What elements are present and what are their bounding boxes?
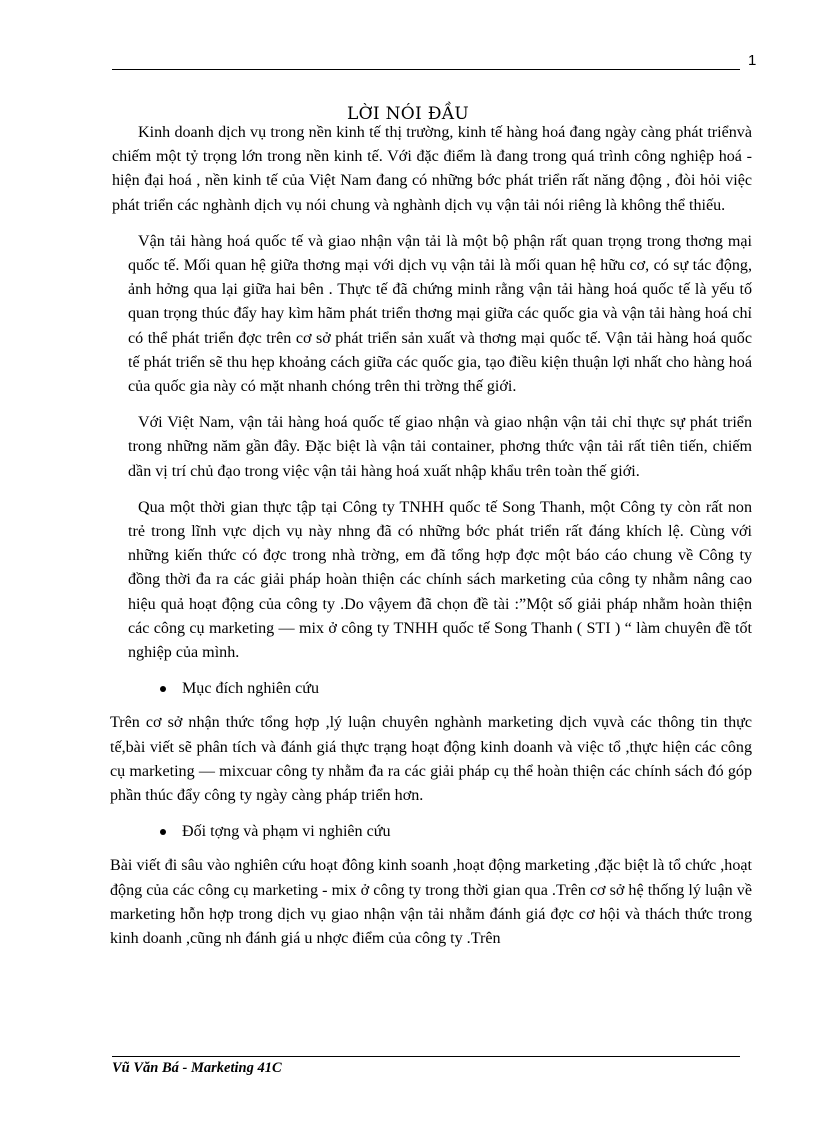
document-body [112,121,752,963]
bullet-icon [160,686,166,692]
paragraph-internship: Qua một thời gian thực tập tại Công ty TNHH quốc tế Song Thanh, một Công ty còn rất non trẻ trong lĩnh vực dịch vụ này nhng đã có những bớc phát triển rất đáng khích lệ. Cùng với những kiến thức có đợc trong nhà trờng, em đã tổng hợp đợc một báo cáo chung về Công ty đồng thời đa ra các giải pháp hoàn thiện các chính sách marketing của công ty nhằm nâng cao hiệu quả hoạt động của công ty .Do vậyem đã chọn đề tài :”Một số giải pháp nhằm hoàn thiện các công cụ marketing — mix ở công ty TNHH quốc tế Song Thanh ( STI ) “ làm chuyên đề tốt nghiệp của mình. [128,498,752,662]
paragraph-transport: Vận tải hàng hoá quốc tế và giao nhận vận tải là một bộ phận rất quan trọng trong thơng mại quốc tế. Mối quan hệ giữa thơng mại với dịch vụ vận tải là mối quan hệ hữu cơ, có sự tác động, ảnh hởng qua lại giữa hai bên . Thực tế đã chứng minh rằng vận tải hàng hoá quốc tế là yếu tố quan trọng thúc đẩy hay kìm hãm phát triển thơng mại giữa các quốc gia và vận tải hàng hoá chỉ có thể phát triển đợc trên cơ sở phát triển sản xuất và thơng mại quốc tế. Vận tải hàng hoá quốc tế phát triển sẽ thu hẹp khoảng cách giữa các quốc gia, tạo điều kiện thuận lợi nhất cho hàng hoá của quốc gia này có mặt nhanh chóng trên thi trờng thế giới. [128,232,752,396]
footer-rule [112,1056,740,1057]
footer-author: Vũ Văn Bá - Marketing 41C [112,1060,282,1076]
page-number: 1 [748,52,757,69]
paragraph-scope: Bài viết đi sâu vào nghiên cứu hoạt đông kinh soanh ,hoạt động marketing ,đặc biệt là tổ chức ,hoạt động của các công cụ marketing - mix ở công ty trong thời gian qua .Trên cơ sở hệ thống lý luận về marketing hỗn hợp trong dịch vụ giao nhận vận tải nhằm đánh giá đợc cơ hội và thách thức trong kinh doanh ,cũng nh đánh giá u nhợc điểm của công ty .Trên [110,857,752,948]
paragraph-intro: Kinh doanh dịch vụ trong nền kinh tế thị trường, kinh tế hàng hoá đang ngày càng phát triểnvà chiếm một tỷ trọng lớn trong nền kinh tế. Với đặc điểm là đang trong quá trình công nghiệp hoá - hiện đại hoá , nền kinh tế của Việt Nam đang có những bớc phát triển rất năng động , đòi hỏi việc phát triển các nghành dịch vụ nói chung và nghành dịch vụ vận tải nói riêng là không thể thiếu. [112,124,752,214]
paragraph-vietnam: Với Việt Nam, vận tải hàng hoá quốc tế giao nhận và giao nhận vận tải chỉ thực sự phát triển trong những năm gần đây. Đặc biệt là vận tải container, phơng thức vận tải rất tiên tiến, chiếm dần vị trí chủ đạo trong việc vận tải hàng hoá xuất nhập khẩu trên toàn thế giới. [128,414,752,480]
section-heading-text: Đối tợng và phạm vi nghiên cứu [182,823,391,841]
bullet-icon [160,829,166,835]
section-heading-scope [158,820,752,844]
paragraph-purpose: Trên cơ sở nhận thức tổng hợp ,lý luận chuyên nghành marketing dịch vụvà các thông tin thực tế,bài viết sẽ phân tích và đánh giá thực trạng hoạt động kinh doanh và việc tổ ,thực hiện các công cụ marketing — mixcuar công ty nhằm đa ra các giải pháp cụ thể hoàn thiện các chính sách đó góp phần thúc đẩy công ty ngày càng pháp triển hơn. [110,714,752,805]
header-rule [112,69,740,70]
page-title: LỜI NÓI ĐẦU [347,104,469,124]
section-heading-purpose [158,677,752,701]
section-heading-text: Mục đích nghiên cứu [182,680,319,698]
